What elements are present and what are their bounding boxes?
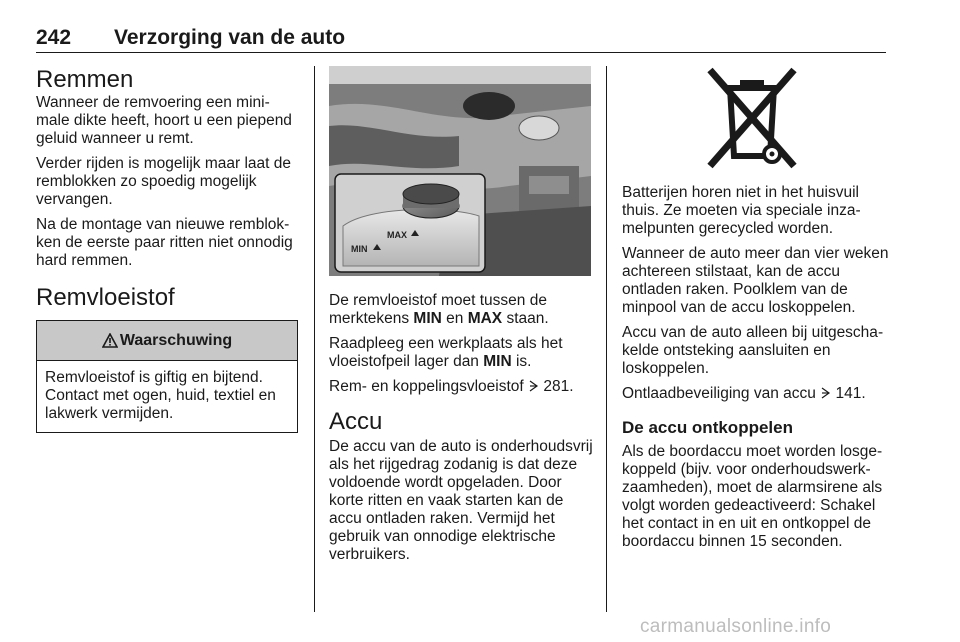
section-title-accu: Accu — [329, 408, 383, 435]
paragraph: Na de montage van nieuwe remblokken de eerste paar ritten niet onnodig hard remmen. — [36, 216, 293, 269]
min-label: MIN — [351, 244, 368, 254]
warning-box — [36, 320, 298, 433]
column-divider-right — [606, 66, 607, 612]
paragraph: Accu van de auto alleen bij uitgeschakelde ontsteking aansluiten en loskoppelen. — [622, 324, 884, 377]
paragraph: Wanneer de remvoering een minimale dikte heeft, hoort u een piepend geluid wanneer u remt. — [36, 94, 292, 147]
column-divider-left — [314, 66, 315, 612]
crossed-out-bin-icon — [700, 66, 804, 170]
paragraph: Batterijen horen niet in het huisvuil thuis. Ze moeten via speciale inzamelpunten gerecycled worden. — [622, 184, 861, 237]
header-divider — [36, 52, 886, 53]
middle-column — [329, 292, 593, 571]
section-title-remmen: Remmen — [36, 66, 134, 93]
paragraph: Raadpleeg een werkplaats als het vloeistofpeil lager dan MIN is. — [329, 335, 563, 370]
cross-reference: Ontlaadbeveiliging van accu 141. — [622, 385, 866, 402]
reference-arrow-icon — [820, 387, 831, 399]
paragraph: Verder rijden is mogelijk maar laat de remblokken zo spoedig mogelijk vervangen. — [36, 155, 292, 208]
reference-arrow-icon — [528, 380, 539, 392]
page-header — [36, 26, 886, 50]
subsection-title-accu-ontkoppelen: De accu ontkoppelen — [622, 418, 793, 437]
paragraph: De remvloeistof moet tussen de merktekens MIN en MAX staan. — [329, 292, 549, 327]
cross-reference: Rem- en koppelingsvloeistof 281. — [329, 378, 574, 395]
max-label: MAX — [387, 230, 407, 240]
warning-text: Remvloeistof is giftig en bijtend. Contact met ogen, huid, textiel en lakwerk vermijden. — [45, 369, 276, 422]
chapter-title: Verzorging van de auto — [114, 26, 346, 49]
brake-fluid-reservoir-photo — [329, 66, 591, 276]
right-column — [622, 184, 890, 558]
left-column — [36, 66, 298, 433]
page-number: 242 — [36, 26, 72, 49]
paragraph: Wanneer de auto meer dan vier weken achtereen stilstaat, kan de accu ontladen raken. Poolklem van de minpool van de accu loskoppelen. — [622, 245, 889, 316]
warning-title: Waarschuwing — [119, 332, 233, 349]
watermark: carmanualsonline.info — [640, 616, 832, 637]
paragraph: Als de boordaccu moet worden losgekoppeld (bijv. voor onderhoudswerkzaamheden), moet de alarmsirene als volgt worden gedeactiveerd: Schakel het contact in en uit en ontkoppel de boordaccu binnen 15 seconden. — [622, 443, 883, 550]
paragraph: De accu van de auto is onderhoudsvrij als het rijgedrag zodanig is dat deze voldoende wordt opgeladen. Door korte ritten en vaak starten kan de accu ontladen raken. Vermijd het gebruik van onnodige elektrische verbruikers. — [329, 438, 593, 563]
section-title-remvloeistof: Remvloeistof — [36, 284, 175, 311]
warning-triangle-icon — [102, 333, 118, 348]
warning-header — [37, 321, 297, 361]
